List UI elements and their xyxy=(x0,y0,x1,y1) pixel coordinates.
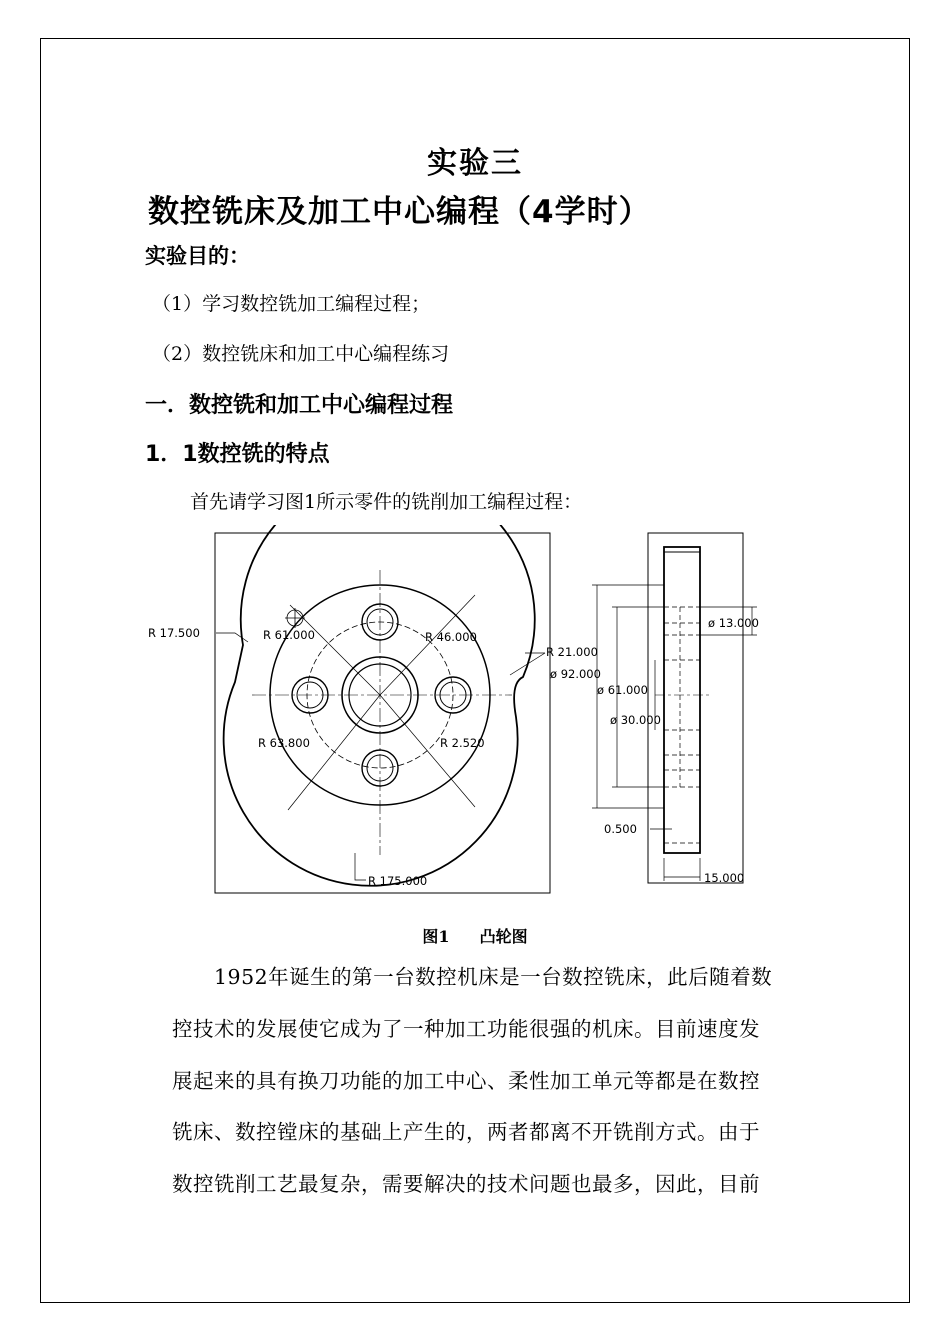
dim-d13: ø 13.000 xyxy=(708,616,759,630)
purpose-item-1: （1）学习数控铣加工编程过程； xyxy=(152,293,431,315)
dim-d30: ø 30.000 xyxy=(610,713,661,727)
experiment-subtitle: 数控铣床及加工中心编程（4学时） xyxy=(148,194,651,230)
dim-r2520: R 2.520 xyxy=(440,736,485,750)
dim-t15: 15.000 xyxy=(704,871,745,885)
purpose-heading: 实验目的： xyxy=(145,244,250,268)
body-line-1: 1952年诞生的第一台数控机床是一台数控铣床，此后随着数 xyxy=(214,965,773,989)
body-line-2: 控技术的发展使它成为了一种加工功能很强的机床。目前速度发 xyxy=(172,1017,760,1041)
crosshair-icon xyxy=(285,608,305,628)
intro-paragraph: 首先请学习图1所示零件的铣削加工编程过程： xyxy=(190,491,583,513)
figure-caption-title: 凸轮图 xyxy=(479,927,528,946)
side-view-frame xyxy=(648,533,743,883)
front-view-centerlines xyxy=(252,570,512,855)
section-heading-1-1: 1．1数控铣的特点 xyxy=(145,442,330,467)
dim-d61: ø 61.000 xyxy=(597,683,648,697)
experiment-title: 实验三 xyxy=(427,146,523,181)
front-view-frame xyxy=(215,533,550,893)
dim-r175: R 175.000 xyxy=(368,874,428,888)
body-line-4: 铣床、数控镗床的基础上产生的，两者都离不开铣削方式。由于 xyxy=(172,1120,760,1144)
purpose-item-2: （2）数控铣床和加工中心编程练习 xyxy=(152,343,450,365)
body-line-3: 展起来的具有换刀功能的加工中心、柔性加工单元等都是在数控 xyxy=(172,1069,760,1093)
dim-t0500: 0.500 xyxy=(604,822,637,836)
figure-caption-number: 图1 xyxy=(422,927,450,946)
dim-r63800: R 63.800 xyxy=(258,736,310,750)
dim-r21: R 21.000 xyxy=(546,645,598,659)
dim-r17500: R 17.500 xyxy=(148,626,200,640)
side-view-hidden-lines xyxy=(664,607,700,843)
cam-drawing-figure xyxy=(140,525,800,915)
dim-r61: R 61.000 xyxy=(263,628,315,642)
side-view-part xyxy=(664,547,700,853)
figure-caption xyxy=(0,924,950,947)
body-line-5: 数控铣削工艺最复杂，需要解决的技术问题也最多，因此，目前 xyxy=(172,1172,760,1196)
dim-r46: R 46.000 xyxy=(425,630,477,644)
section-heading-1: 一．数控铣和加工中心编程过程 xyxy=(145,393,454,418)
dim-d92: ø 92.000 xyxy=(550,667,601,681)
